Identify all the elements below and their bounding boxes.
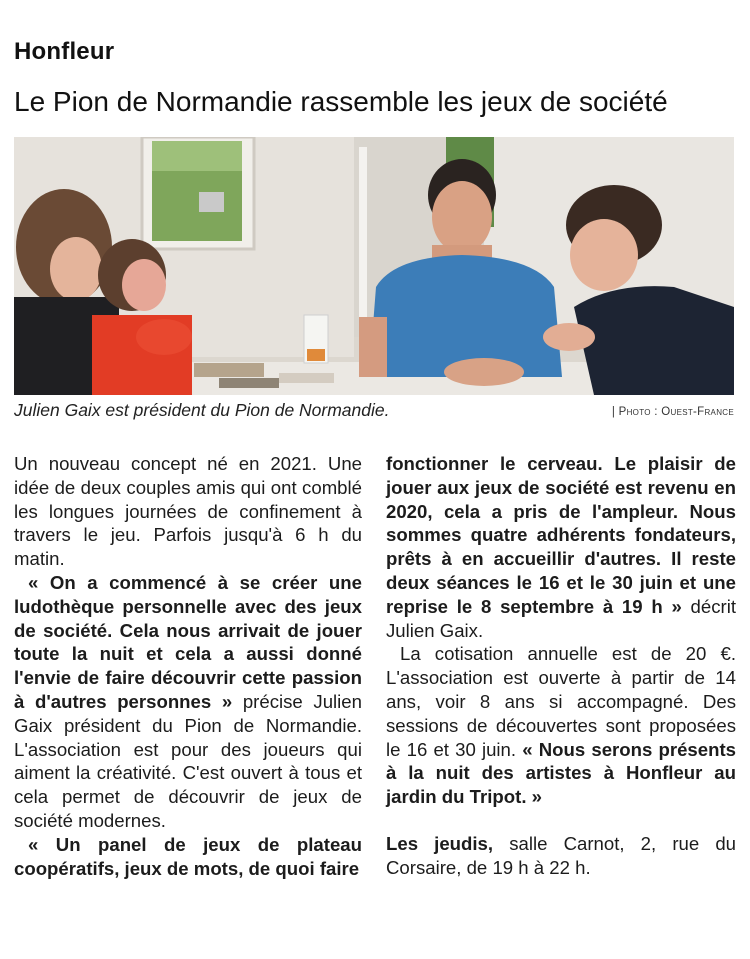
photo-credit: | Photo : Ouest-France: [611, 406, 734, 418]
info-label: Les jeudis,: [386, 832, 494, 854]
paragraph-text: La cotisation annuelle est de 20 €. L'association est ouverte à partir de 14 ans, voir 8 ans si accompagné. Des sessions de découvertes sont proposées le 16 et 30 juin.: [386, 643, 736, 760]
photo-caption: Julien Gaix est président du Pion de Normandie.: [14, 400, 390, 420]
paragraph-gap: [386, 809, 736, 832]
quote-text: « On a commencé à se créer une ludothèque personnelle avec des jeux de société. Cela nous arrivait de jouer toute la nuit et cela a aussi donné l'envie de faire découvrir cette passion à d'autres personnes »: [14, 571, 362, 712]
article-headline: Le Pion de Normandie rassemble les jeux de société: [14, 86, 668, 117]
info-text: salle Carnot, 2, rue du Corsaire, de 19 h à 22 h.: [386, 832, 737, 878]
paragraph-intro: Un nouveau concept né en 2021. Une idée de deux couples amis qui ont comblé les longues journées de confinement à travers le jeu. Parfois jusqu'à 6 h du matin.: [14, 453, 362, 570]
article-column-right: [386, 452, 736, 880]
section-kicker: Honfleur: [14, 38, 115, 65]
practical-info: [386, 832, 736, 880]
quote-text: fonctionner le cerveau. Le plaisir de jouer aux jeux de société est revenu en 2020, cela a pris de l'ampleur. Nous sommes quatre adhérents fondateurs, prêts à en accueillir d'autres. Il reste deux séances le 16 et le 30 juin et une reprise le 8 septembre à 19 h »: [386, 453, 736, 617]
article-photo: [14, 137, 734, 395]
paragraph-quote-end: [386, 452, 736, 642]
quote-text: « Nous serons présents à la nuit des artistes à Honfleur au jardin du Tripot. »: [386, 738, 736, 808]
paragraph-quote: [14, 571, 362, 833]
article-column-left: [14, 452, 362, 880]
paragraph-cotisation: [386, 642, 736, 809]
paragraph-text: précise Julien Gaix président du Pion de Normandie. L'association est pour des joueurs qui aiment la créativité. C'est ouvert à tous et cela permet de découvrir de jeux de société modernes.: [14, 690, 362, 831]
paragraph-text: décrit Julien Gaix.: [386, 595, 737, 641]
paragraph-quote-continued: « Un panel de jeux de plateau coopératifs, jeux de mots, de quoi faire: [14, 833, 362, 879]
